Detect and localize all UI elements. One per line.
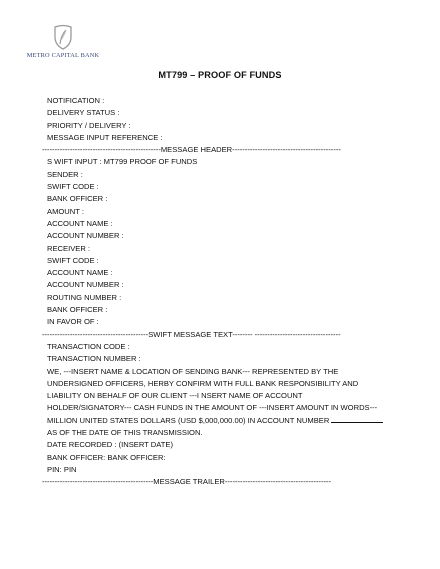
field-transaction-code: TRANSACTION CODE : — [47, 341, 130, 351]
field-notification: NOTIFICATION : — [47, 96, 105, 105]
document-body — [42, 95, 397, 489]
paragraph-line: AS OF THE DATE OF THIS TRANSMISSION. — [47, 428, 203, 438]
field-receiver-account-name: ACCOUNT NAME : — [47, 268, 113, 278]
field-amount: AMOUNT : — [47, 206, 84, 216]
transaction-fields — [47, 341, 397, 366]
message-header-separator: -----------------------------------------------MESSAGE HEADER------------------------------------------- — [42, 145, 341, 155]
shield-leaf-logo-icon — [51, 24, 75, 50]
paragraph-line: HOLDER/SIGNATORY--- CASH FUNDS IN THE AMOUNT OF ---INSERT AMOUNT IN WORDS--- — [47, 403, 378, 413]
account-number-blank — [331, 415, 383, 423]
swift-message-text-separator: ------------------------------------------SWIFT MESSAGE TEXT-------- ---------------------------------- — [42, 329, 341, 339]
message-trailer-separator: --------------------------------------------MESSAGE TRAILER------------------------------------------ — [42, 477, 332, 487]
field-sender: SENDER : — [47, 169, 83, 179]
field-sender-swift-code: SWIFT CODE : — [47, 182, 99, 192]
field-receiver-account-number: ACCOUNT NUMBER : — [47, 280, 124, 290]
field-sender-account-name: ACCOUNT NAME : — [47, 218, 113, 228]
field-routing-number: ROUTING NUMBER : — [47, 292, 122, 302]
field-in-favor-of: IN FAVOR OF : — [47, 317, 99, 327]
field-swift-input: S WIFT INPUT : MT799 PROOF OF FUNDS — [47, 157, 198, 167]
field-receiver: RECEIVER : — [47, 243, 91, 253]
paragraph-line-account-number — [47, 415, 397, 427]
field-receiver-swift-code: SWIFT CODE : — [47, 255, 99, 265]
field-sender-bank-officer: BANK OFFICER : — [47, 194, 108, 204]
field-pin: PIN: PIN — [47, 464, 77, 474]
confirmation-paragraph — [47, 366, 397, 440]
field-bank-officer-signatures: BANK OFFICER: BANK OFFICER: — [47, 452, 166, 462]
paragraph-line: LIABILITY ON BEHALF OF OUR CLIENT ---I NSERT NAME OF ACCOUNT — [47, 391, 303, 401]
paragraph-line: WE, ---INSERT NAME & LOCATION OF SENDING BANK--- REPRESENTED BY THE — [47, 366, 339, 376]
header-fields — [47, 156, 397, 328]
field-sender-account-number: ACCOUNT NUMBER : — [47, 231, 124, 241]
record-fields — [47, 439, 397, 476]
field-priority-delivery: PRIORITY / DELIVERY : — [47, 120, 131, 130]
document-title: MT799 – PROOF OF FUNDS — [158, 70, 282, 80]
field-delivery-status: DELIVERY STATUS : — [47, 108, 120, 118]
bank-logo — [22, 24, 104, 59]
field-receiver-bank-officer: BANK OFFICER : — [47, 305, 108, 315]
paragraph-line: UNDERSIGNED OFFICERS, HERBY CONFIRM WITH FULL BANK RESPONSIBILITY AND — [47, 378, 359, 388]
field-message-input-reference: MESSAGE INPUT REFERENCE : — [47, 132, 163, 142]
field-transaction-number: TRANSACTION NUMBER : — [47, 354, 141, 364]
paragraph-line-text: MILLION UNITED STATES DOLLARS (USD $,000,000.00) IN ACCOUNT NUMBER — [47, 415, 330, 425]
notification-fields — [47, 95, 397, 144]
bank-name: METRO CAPITAL BANK — [26, 52, 100, 59]
field-date-recorded: DATE RECORDED : (INSERT DATE) — [47, 440, 174, 450]
